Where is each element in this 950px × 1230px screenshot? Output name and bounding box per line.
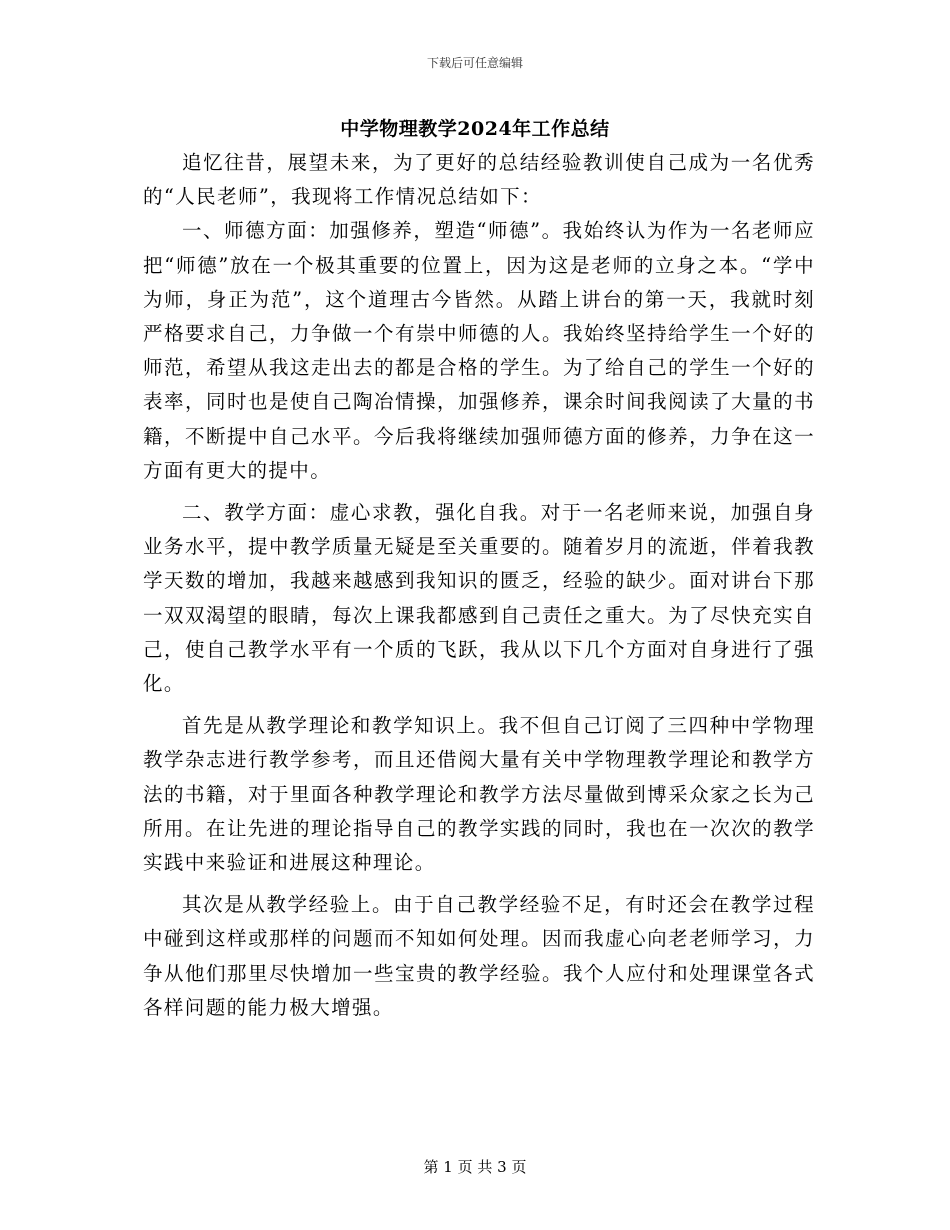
header-note: 下载后可任意编辑 [426, 56, 523, 70]
document-title: 中学物理教学2024年工作总结 [340, 118, 610, 140]
paragraph-theory: 首先是从教学理论和教学知识上。我不但自己订阅了三四种中学物理教学杂志进行教学参考，而且还借阅大量有关中学物理教学理论和教学方法的书籍，对于里面各种教学理论和教学方法尽量做到博采众家之长为己所用。在让先进的理论指导自己的教学实践的同时，我也在一次次的教学实践中来验证和进展这种理论。 [143, 714, 815, 875]
document-body [143, 146, 815, 1025]
page-number: 第 1 页 共 3 页 [423, 1158, 527, 1176]
paragraph-intro: 追忆往昔，展望未来，为了更好的总结经验教训使自己成为一名优秀的“人民老师”，我现将工作情况总结如下： [143, 151, 815, 209]
paragraph-teacher-ethics: 一、师德方面：加强修养，塑造“师德”。我始终认为作为一名老师应把“师德”放在一个极其重要的位置上，因为这是老师的立身之本。“学中为师，身正为范”，这个道理古今皆然。从踏上讲台的第一天，我就时刻严格要求自己，力争做一个有崇中师德的人。我始终坚持给学生一个好的师范，希望从我这走出去的都是合格的学生。为了给自己的学生一个好的表率，同时也是使自己陶冶情操，加强修养，课余时间我阅读了大量的书籍，不断提中自己水平。今后我将继续加强师德方面的修养，力争在这一方面有更大的提中。 [143, 219, 815, 482]
paragraph-teaching: 二、教学方面：虚心求教，强化自我。对于一名老师来说，加强自身业务水平，提中教学质量无疑是至关重要的。随着岁月的流逝，伴着我教学天数的增加，我越来越感到我知识的匮乏，经验的缺少。面对讲台下那一双双渴望的眼睛，每次上课我都感到自己责任之重大。为了尽快充实自己，使自己教学水平有一个质的飞跃，我从以下几个方面对自身进行了强化。 [143, 501, 815, 696]
paragraph-experience: 其次是从教学经验上。由于自己教学经验不足，有时还会在教学过程中碰到这样或那样的问题而不知如何处理。因而我虚心向老老师学习，力争从他们那里尽快增加一些宝贵的教学经验。我个人应付和处理课堂各式各样问题的能力极大增强。 [143, 893, 815, 1019]
